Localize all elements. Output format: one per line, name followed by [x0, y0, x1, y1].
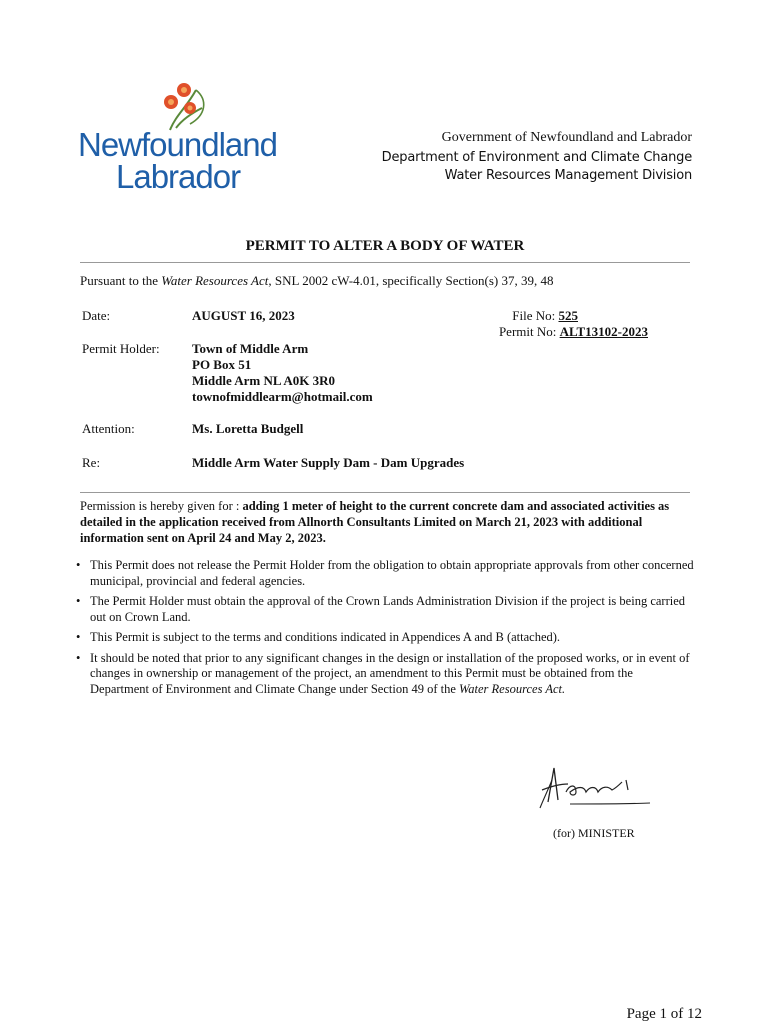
re-value: Middle Arm Water Supply Dam - Dam Upgrades [192, 455, 465, 470]
permit-number-value: ALT13102-2023 [559, 324, 648, 339]
permission-prefix: Permission is hereby given for : [80, 499, 243, 513]
logo-graphic [78, 80, 278, 195]
permit-holder-value [192, 341, 373, 405]
permit-number-label: Permit No: [498, 324, 560, 339]
holder-name: Town of Middle Arm [192, 341, 309, 356]
divider-middle [80, 492, 690, 493]
file-number [512, 308, 578, 324]
divider-top [80, 262, 690, 263]
conditions-list [76, 558, 694, 702]
newfoundland-labrador-logo [78, 80, 278, 195]
logo-line2: Labrador [116, 158, 241, 195]
pursuant-act: Water Resources Act [161, 273, 269, 288]
permission-statement [80, 498, 692, 546]
signature-caption: (for) MINISTER [553, 826, 635, 840]
list-item [76, 651, 694, 698]
pursuant-statement [80, 273, 553, 289]
list-item [76, 594, 694, 625]
date-label: Date: [82, 308, 111, 323]
date-value: AUGUST 16, 2023 [192, 308, 295, 323]
file-number-label: File No: [512, 308, 559, 323]
permit-holder-label: Permit Holder: [82, 341, 160, 356]
document-title: PERMIT TO ALTER A BODY OF WATER [245, 238, 525, 254]
condition-text: This Permit is subject to the terms and conditions indicated in Appendices A and B (attached). [90, 630, 561, 644]
pursuant-prefix: Pursuant to the [80, 273, 162, 288]
signature-graphic [530, 760, 660, 820]
permission-details: adding 1 meter of height to the current concrete dam and associated activities as detailed in the application received from Allnorth Consultants Limited on March 21, 2023 with additional information sent on April 24 and May 2, 2023. [80, 499, 670, 545]
attention-label: Attention: [82, 421, 135, 436]
condition-text: This Permit does not release the Permit Holder from the obligation to obtain appropriate approvals from other concerned municipal, provincial and federal agencies. [90, 558, 694, 588]
page-number: Page 1 of 12 [626, 1006, 702, 1022]
pursuant-suffix: , SNL 2002 cW-4.01, specifically Section(s) 37, 39, 48 [268, 273, 554, 288]
attention-value: Ms. Loretta Budgell [192, 421, 304, 436]
condition-act-name: Water Resources Act. [459, 681, 566, 696]
permit-number [499, 324, 648, 340]
holder-email: townofmiddlearm@hotmail.com [192, 389, 373, 404]
signature [530, 760, 660, 820]
list-item [76, 558, 694, 589]
condition-text: It should be noted that prior to any significant changes in the design or installation of the proposed works, or in event of changes in ownership or management of the project, an amendment to this Permit must be obtained from the Department of Environment and Climate Change under Section 49 of the [90, 650, 690, 696]
list-item [76, 630, 694, 646]
header-division: Water Resources Management Division [444, 168, 692, 183]
condition-text: The Permit Holder must obtain the approval of the Crown Lands Administration Division if the project is being carried out on Crown Land. [90, 594, 686, 624]
header-government: Government of Newfoundland and Labrador [441, 130, 692, 145]
file-number-value: 525 [558, 308, 578, 323]
holder-city: Middle Arm NL A0K 3R0 [192, 373, 336, 388]
re-label: Re: [82, 455, 101, 470]
header-department: Department of Environment and Climate Change [381, 150, 692, 165]
holder-pobox: PO Box 51 [192, 357, 252, 372]
logo-line1: Newfoundland [78, 126, 277, 163]
